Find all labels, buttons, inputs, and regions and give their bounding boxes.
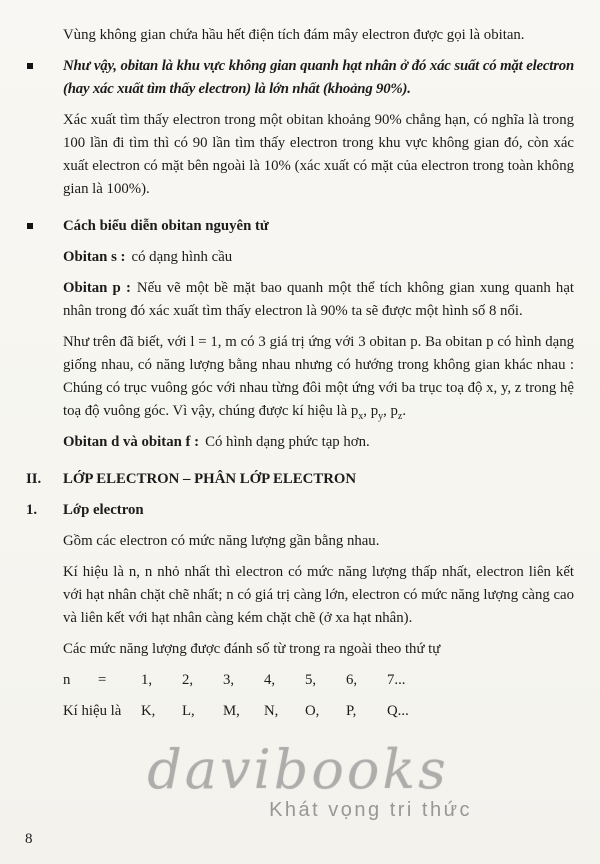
obitan-s-text: có dạng hình cầu <box>131 249 233 265</box>
shell-symbols-row <box>63 700 574 723</box>
subscript-x: x <box>358 410 364 422</box>
paragraph-shell-notation: Kí hiệu là n, n nhỏ nhất thì electron có mức năng lượng thấp nhất, electron liên kết với hạt nhân chặt chẽ nhất; n có giá trị càng lớn, electron có mức năng lượng càng cao và liên kết với hạt nhân càng kém chặt chẽ (ở xa hạt nhân). <box>63 564 574 626</box>
n-label: n <box>63 672 71 688</box>
p-orbitals-text: . <box>402 403 407 419</box>
page-number: 8 <box>25 831 33 847</box>
shell-symbol: K, <box>141 703 156 719</box>
paragraph-definition: Như vậy, obitan là khu vực không gian quanh hạt nhân ở đó xác suất có mặt electron (hay xác xuất tìm thấy electron) là lớn nhất (khoảng 90%). <box>63 58 574 97</box>
paragraph-obitan-s <box>63 246 574 269</box>
bullet-paragraph-definition <box>63 55 574 101</box>
watermark <box>118 738 478 822</box>
shell-symbol: N, <box>264 703 279 719</box>
p-orbitals-text: , p <box>363 403 379 419</box>
level-value: 6, <box>346 672 358 688</box>
section-title: LỚP ELECTRON – PHÂN LỚP ELECTRON <box>63 471 357 487</box>
section-heading-II <box>26 468 574 491</box>
subsection-title: Lớp electron <box>63 502 144 518</box>
level-value: 2, <box>182 672 194 688</box>
level-value: 7... <box>387 672 406 688</box>
p-orbitals-text: Như trên đã biết, với l = 1, m có 3 giá trị ứng với 3 obitan p. Ba obitan p có hình dạng giống nhau, có năng lượng bằng nhau nhưng có hướng trong không gian khác nhau : Chúng có trục vuông góc với nhau từng đôi một ứng với ba trục toạ độ x, y, z trong hệ toạ độ vuông góc. Vì vậy, chúng được kí hiệu là p <box>63 334 574 419</box>
energy-level-numbers-row <box>63 669 574 692</box>
p-orbitals-text: , p <box>383 403 398 419</box>
bullet-icon <box>27 63 33 69</box>
paragraph-probability: Xác xuất tìm thấy electron trong một obitan khoảng 90% chẳng hạn, có nghĩa là trong 100 lần đi tìm thì có 90 lần tìm thấy electron trong khu vực không gian đó, còn xác xuất electron có mặt bên ngoài là 10% (xác xuất có mặt của electron trong toàn không gian là 100%). <box>63 112 574 197</box>
subscript-y: y <box>378 410 384 422</box>
shell-symbol: L, <box>182 703 195 719</box>
subsection-heading-1 <box>26 499 574 522</box>
watermark-logo-text: davibooks <box>147 738 449 801</box>
section-number: II. <box>26 471 42 487</box>
bullet-heading-representation <box>63 215 574 238</box>
level-value: 1, <box>141 672 153 688</box>
obitan-p-label: Obitan p : <box>63 280 131 296</box>
shell-symbol: M, <box>223 703 240 719</box>
subsection-number: 1. <box>26 502 38 518</box>
paragraph-obitan-d-f <box>63 431 574 454</box>
shell-symbol: P, <box>346 703 357 719</box>
paragraph-obitan-intro: Vùng không gian chứa hầu hết điện tích đám mây electron được gọi là obitan. <box>63 27 525 43</box>
shell-symbol: Q... <box>387 703 409 719</box>
paragraph-energy-levels: Các mức năng lượng được đánh số từ trong ra ngoài theo thứ tự <box>63 641 441 657</box>
obitan-d-f-label: Obitan d và obitan f : <box>63 434 200 450</box>
obitan-d-f-text: Có hình dạng phức tạp hơn. <box>205 434 370 450</box>
level-value: 3, <box>223 672 235 688</box>
shell-symbol: O, <box>305 703 320 719</box>
paragraph-electron-shell: Gồm các electron có mức năng lượng gần bằng nhau. <box>63 533 380 549</box>
subscript-z: z <box>397 410 403 422</box>
bullet-icon <box>27 223 33 229</box>
level-value: 5, <box>305 672 317 688</box>
paragraph-obitan-p <box>63 277 574 323</box>
obitan-p-text: Nếu vẽ một bề mặt bao quanh một thể tích không gian xung quanh hạt nhân trong đó xác xuất tìm thấy electron là 90% ta sẽ được một hình số 8 nổi. <box>63 280 574 319</box>
level-value: 4, <box>264 672 276 688</box>
paragraph-p-orbitals <box>63 331 574 423</box>
symbols-label: Kí hiệu là <box>63 703 122 719</box>
watermark-tagline: Khát vọng tri thức <box>269 799 472 821</box>
heading-representation: Cách biểu diễn obitan nguyên tử <box>63 218 269 234</box>
obitan-s-label: Obitan s : <box>63 249 126 265</box>
equals-sign: = <box>98 672 107 688</box>
